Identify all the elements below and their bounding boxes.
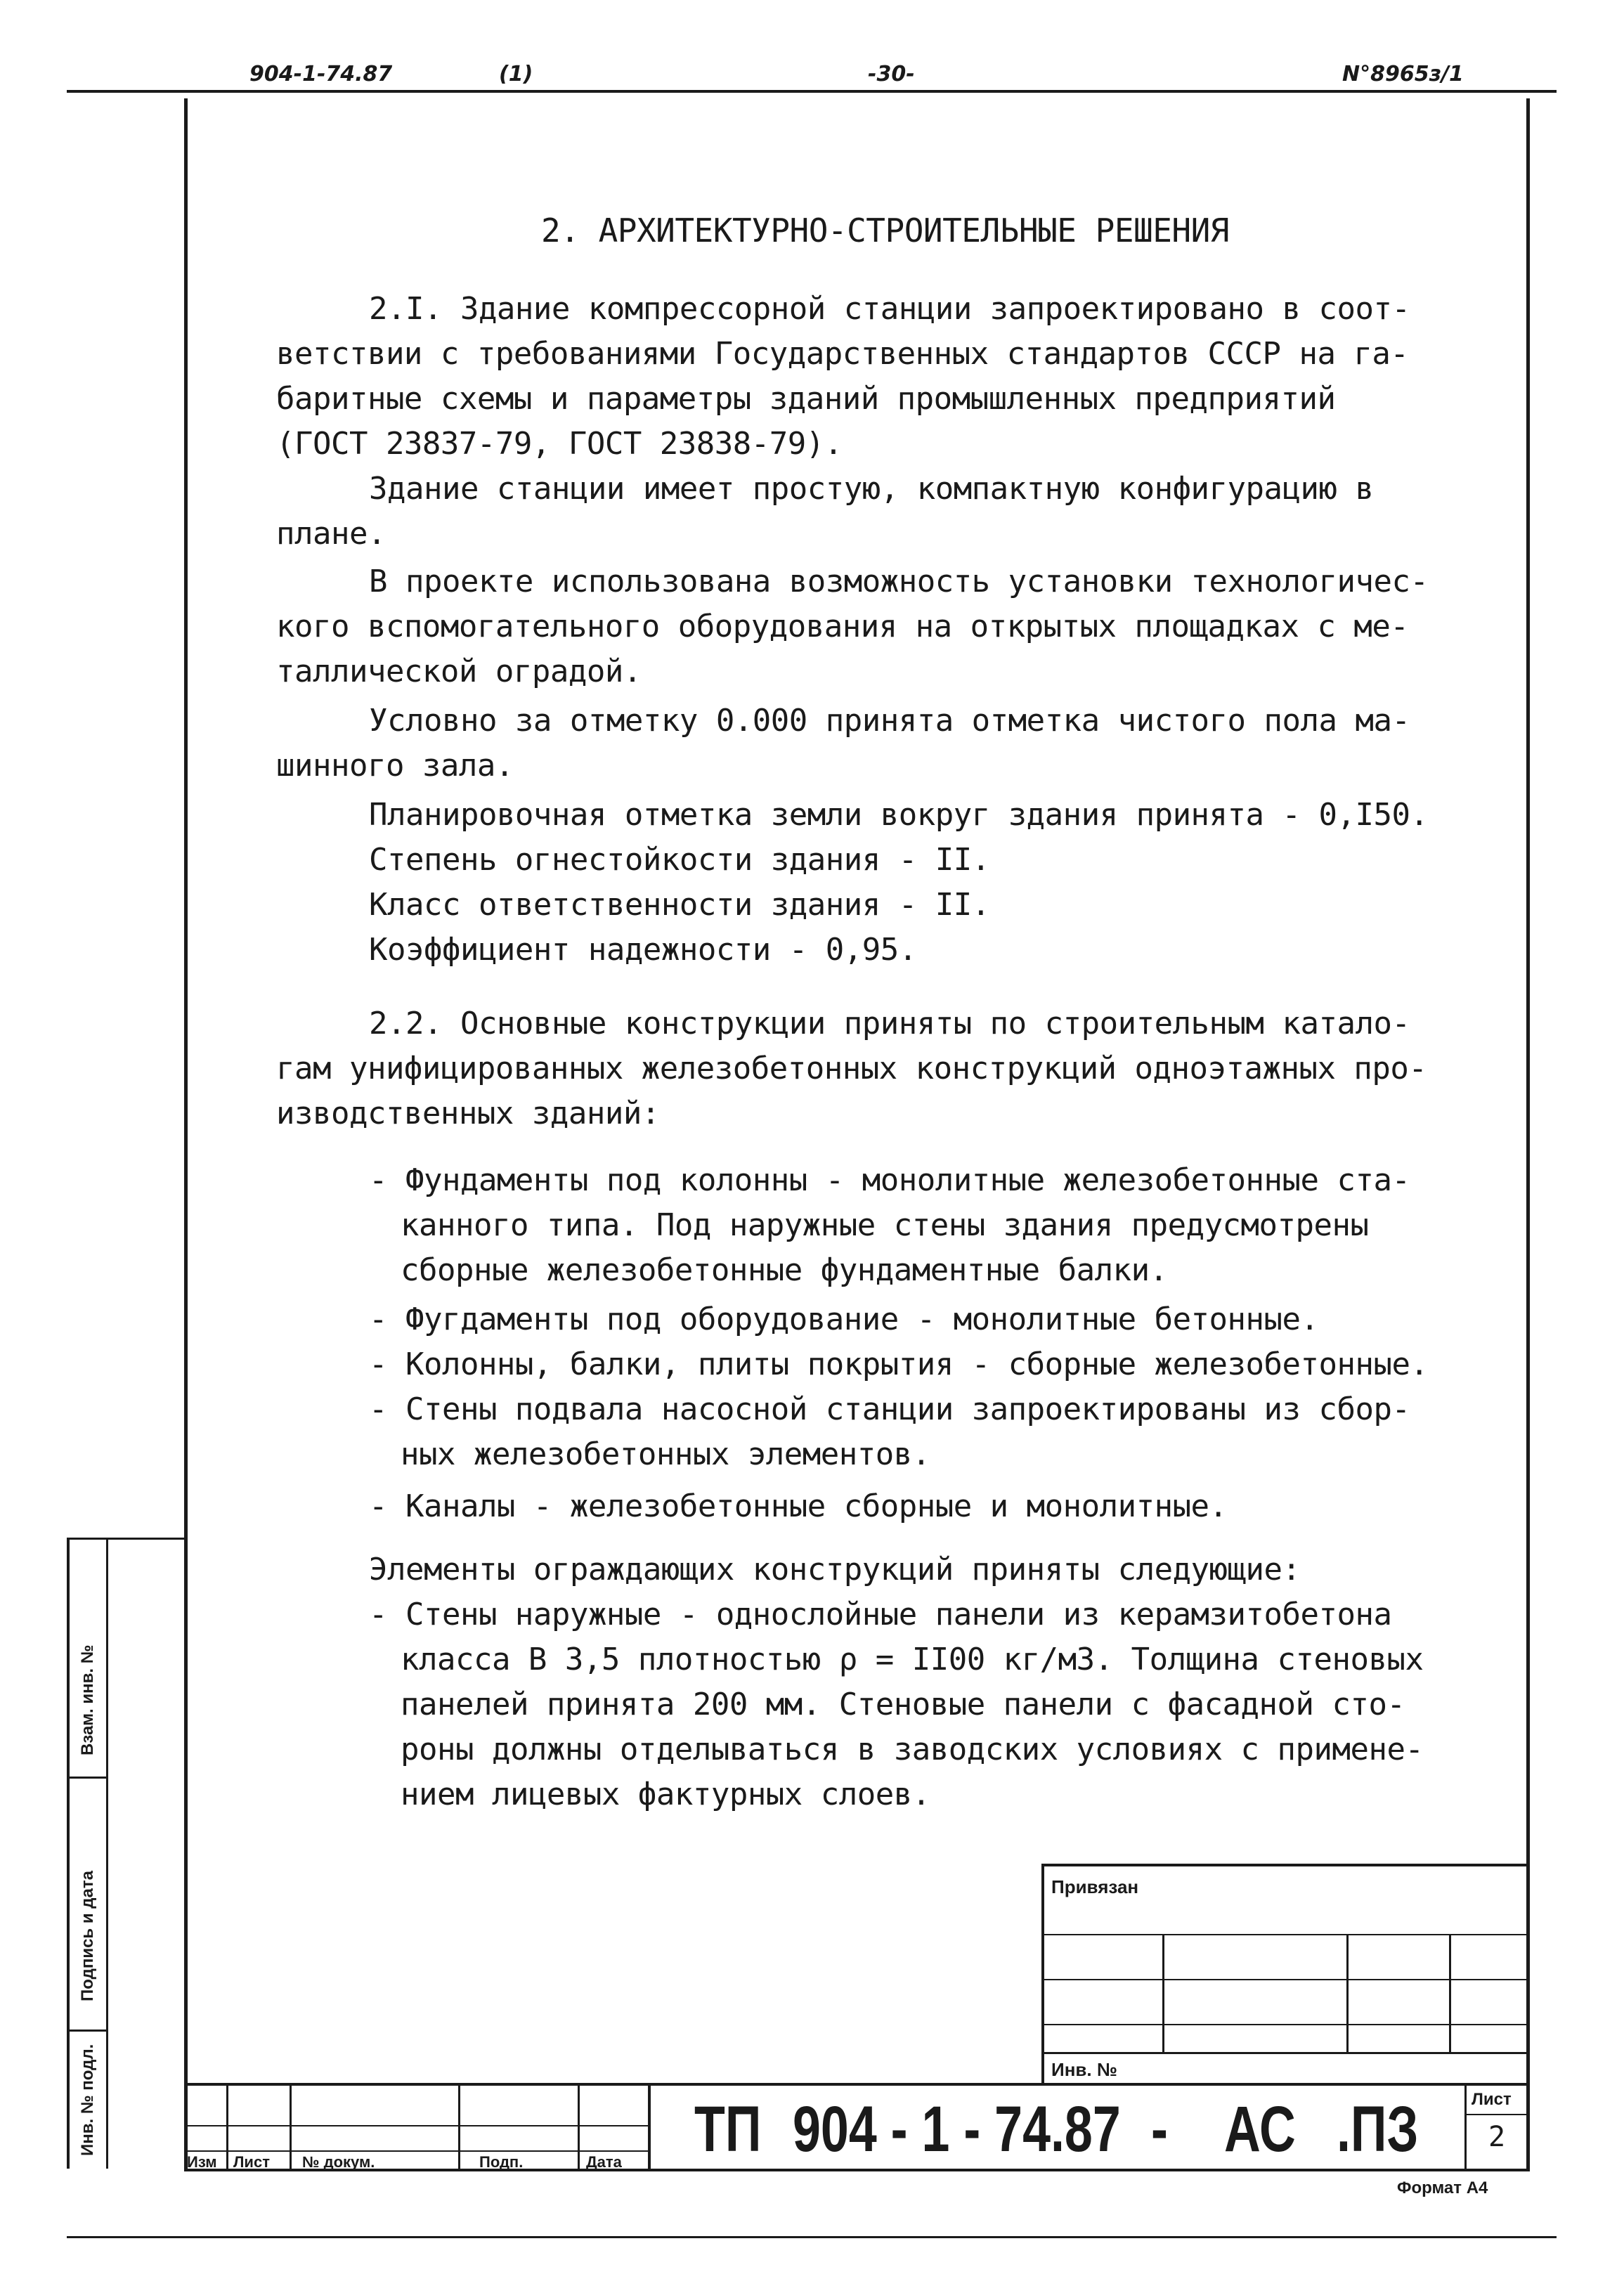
header-left-note: (1) xyxy=(499,62,533,86)
body-line: В проекте использована возможность установки технологичес- xyxy=(369,564,1429,599)
section-title: 2. АРХИТЕКТУРНО-СТРОИТЕЛЬНЫЕ РЕШЕНИЯ xyxy=(541,212,1229,249)
top-border xyxy=(67,90,1557,93)
body-line: класса В 3,5 плотностью ρ = II00 кг/м3. Толщина стеновых xyxy=(401,1642,1424,1677)
privyazan-block xyxy=(1041,1864,1526,2083)
sheet-value: 2 xyxy=(1488,2121,1506,2153)
body-line: плане. xyxy=(276,516,386,552)
body-line: Класс ответственности здания - II. xyxy=(369,887,990,923)
body-line: нием лицевых фактурных слоев. xyxy=(401,1777,930,1812)
body-line: 2.I. Здание компрессорной станции запроектировано в соот- xyxy=(369,291,1410,327)
body-line: баритные схемы и параметры зданий промышленных предприятий xyxy=(276,381,1336,417)
col-data: Дата xyxy=(586,2153,622,2171)
body-line: - Фундаменты под колонны - монолитные железобетонные ста- xyxy=(369,1162,1410,1198)
side-label-podpis: Подпись и дата xyxy=(78,1871,97,2001)
body-line: шинного зала. xyxy=(276,748,514,784)
body-line: - Фугдаменты под оборудование - монолитные бетонные. xyxy=(369,1301,1319,1337)
body-line: - Колонны, балки, плиты покрытия - сборные железобетонные. xyxy=(369,1346,1429,1382)
body-line: - Стены подвала насосной станции запроектированы из сбор- xyxy=(369,1391,1410,1427)
frame-left xyxy=(184,98,188,2171)
body-line: изводственных зданий: xyxy=(276,1096,660,1131)
header-left-code: 904-1-74.87 xyxy=(249,62,393,86)
body-line: 2.2. Основные конструкции приняты по строительным катало- xyxy=(369,1006,1410,1041)
col-podp: Подп. xyxy=(479,2153,524,2171)
title-block xyxy=(184,2083,1530,2171)
body-line: Планировочная отметка земли вокруг здания принята - 0,I50. xyxy=(369,797,1429,833)
body-line: гам унифицированных железобетонных конструкций одноэтажных про- xyxy=(276,1051,1427,1086)
body-line: - Стены наружные - однослойные панели из керамзитобетона xyxy=(369,1597,1392,1632)
outer-bottom xyxy=(67,2236,1557,2238)
format-label: Формат А4 xyxy=(1397,2178,1488,2197)
body-line: Степень огнестойкости здания - II. xyxy=(369,842,990,878)
body-line: - Каналы - железобетонные сборные и монолитные. xyxy=(369,1488,1228,1524)
frame-right xyxy=(1526,98,1530,2171)
side-label-vzam: Взам. инв. № xyxy=(78,1644,97,1755)
header-page-number: -30- xyxy=(868,62,915,86)
privyazan-label: Привязан xyxy=(1051,1876,1139,1897)
body-line: ветствии с требованиями Государственных стандартов СССР на га- xyxy=(276,336,1409,372)
body-line: панелей принята 200 мм. Стеновые панели с фасадной сто- xyxy=(401,1687,1405,1722)
body-line: Элементы ограждающих конструкций приняты следующие: xyxy=(369,1552,1301,1587)
body-line: таллической оградой. xyxy=(276,654,642,689)
body-line: кого вспомогательного оборудования на открытых площадках с ме- xyxy=(276,609,1409,644)
body-line: канного типа. Под наружные стены здания предусмотрены xyxy=(401,1207,1369,1243)
body-line: Здание станции имеет простую, компактную конфигурацию в xyxy=(369,471,1374,507)
header-right-code: N°8965з/1 xyxy=(1342,62,1464,86)
body-line: Условно за отметку 0.000 принята отметка чистого пола ма- xyxy=(369,703,1410,739)
designation-number: 904 - 1 - 74.87 xyxy=(793,2093,1121,2165)
col-list: Лист xyxy=(233,2153,270,2171)
designation-pz: .ПЗ xyxy=(1337,2093,1419,2165)
side-stamp xyxy=(67,1538,184,2169)
body-line: роны должны отделываться в заводских условиях с примене- xyxy=(401,1732,1424,1767)
designation-ac: АС xyxy=(1224,2093,1296,2165)
sheet-label: Лист xyxy=(1472,2090,1512,2109)
body-line: сборные железобетонные фундаментные балки. xyxy=(401,1252,1168,1288)
body-line: ных железобетонных элементов. xyxy=(401,1436,930,1472)
col-doc: № докум. xyxy=(302,2153,375,2171)
body-line: Коэффициент надежности - 0,95. xyxy=(369,932,917,968)
inv-no-label: Инв. № xyxy=(1051,2059,1117,2080)
col-izm: Изм xyxy=(187,2153,217,2171)
body-line: (ГОСТ 23837-79, ГОСТ 23838-79). xyxy=(276,426,843,462)
designation-tp: ТП xyxy=(694,2093,762,2165)
side-label-inv-podl: Инв. № подл. xyxy=(78,2044,97,2156)
designation-dash: - xyxy=(1151,2093,1168,2165)
